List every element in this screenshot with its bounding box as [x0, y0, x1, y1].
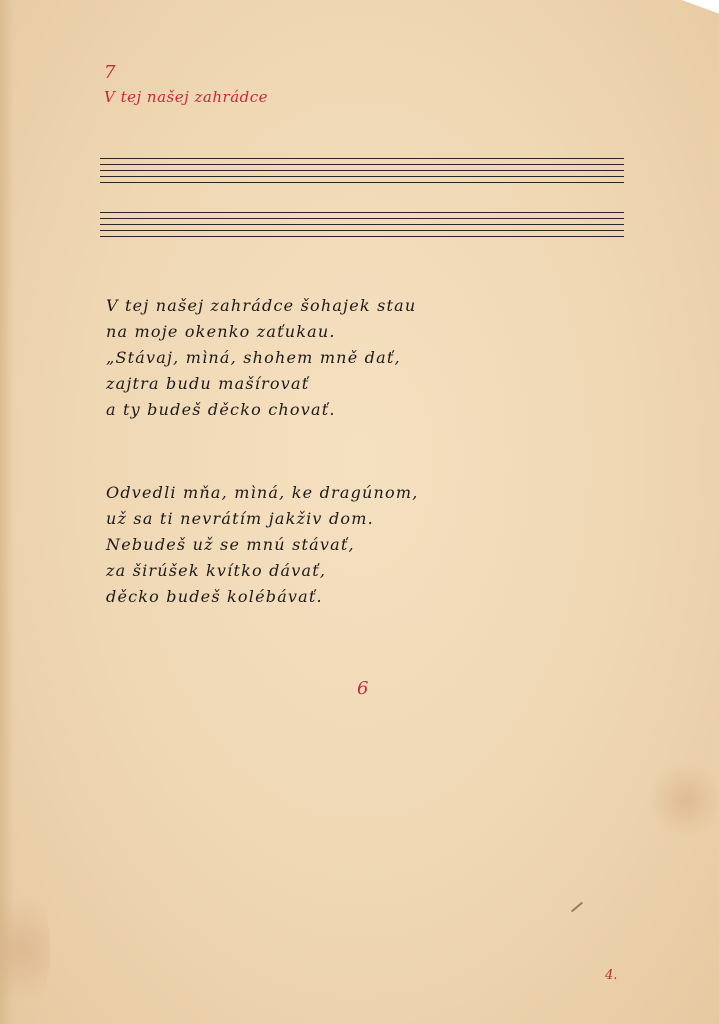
paper-edge-shadow	[0, 0, 14, 1024]
staff-line	[100, 224, 624, 225]
paper-stain	[0, 880, 50, 1020]
verse-2	[106, 480, 419, 610]
song-title: V tej našej zahrádce	[104, 88, 269, 106]
song-number: 7	[104, 62, 116, 83]
staff-line	[100, 212, 624, 213]
verse-line: už sa ti nevrátím jakživ dom.	[106, 509, 374, 528]
verse-line: na moje okenko zaťukau.	[106, 322, 336, 341]
staff-line	[100, 230, 624, 231]
verse-line: a ty budeš děcko chovať.	[106, 400, 336, 419]
staff-line	[100, 236, 624, 237]
verse-line: zajtra budu mašírovať	[106, 374, 310, 393]
verse-line: děcko budeš kolébávať.	[106, 587, 323, 606]
page-mark: 6	[357, 678, 369, 699]
staff-line	[100, 176, 624, 177]
paper-stain	[650, 760, 719, 840]
pencil-tick	[571, 902, 583, 913]
staff-line	[100, 218, 624, 219]
staff-line	[100, 158, 624, 159]
music-staff	[100, 158, 624, 182]
corner-fold	[659, 0, 719, 22]
verse-line: Odvedli mňa, mìná, ke dragúnom,	[106, 483, 419, 502]
verse-line: „Stávaj, mìná, shohem mně dať,	[106, 348, 401, 367]
staff-line	[100, 164, 624, 165]
staff-line	[100, 170, 624, 171]
page-number: 4.	[605, 968, 618, 983]
music-staff	[100, 212, 624, 236]
staff-line	[100, 182, 624, 183]
verse-line: Nebudeš už se mnú stávať,	[106, 535, 355, 554]
verse-line: za širúšek kvítko dávať,	[106, 561, 327, 580]
verse-line: V tej našej zahrádce šohajek stau	[106, 296, 417, 315]
verse-1	[106, 293, 416, 423]
